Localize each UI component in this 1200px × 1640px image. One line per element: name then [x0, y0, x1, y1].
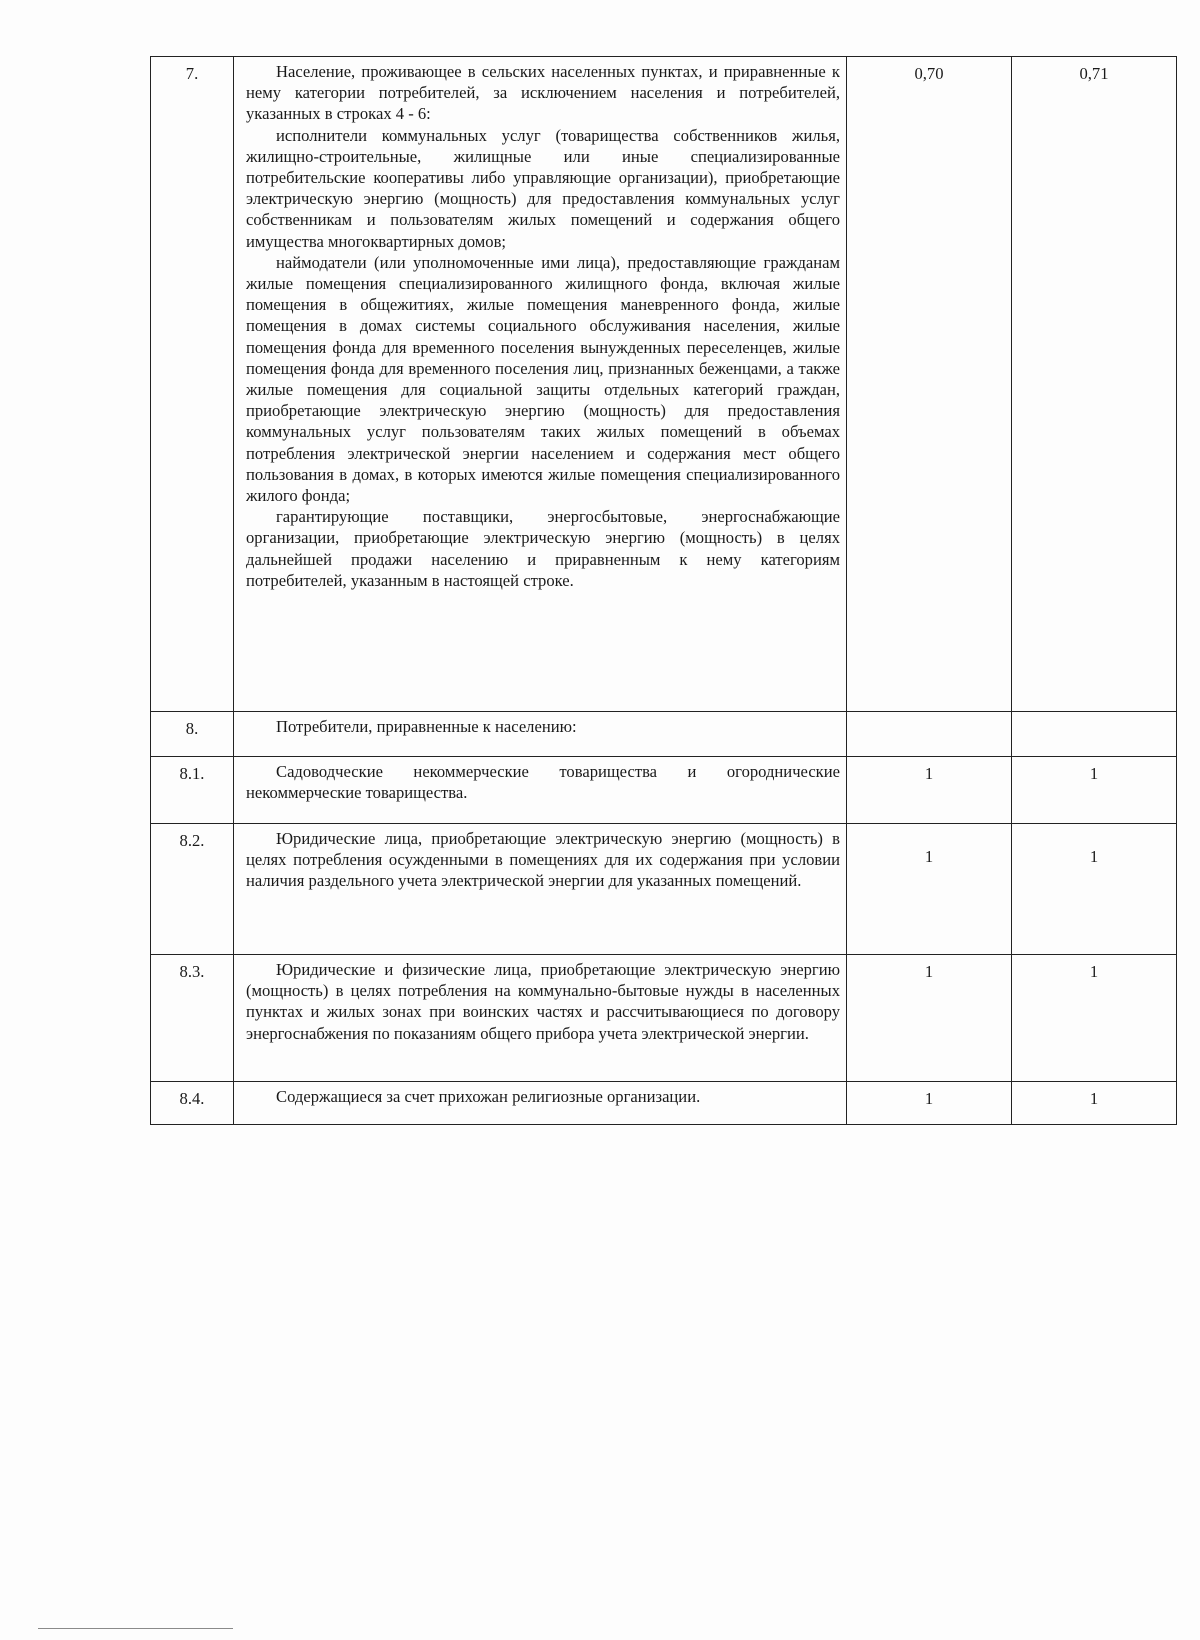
table-row [151, 757, 1177, 824]
row-description [234, 757, 847, 824]
table-row [151, 712, 1177, 757]
coefficient-value-2: 1 [1012, 955, 1177, 1082]
table-row [151, 824, 1177, 955]
coefficient-value-1: 1 [847, 1082, 1012, 1125]
description-paragraph: Содержащиеся за счет прихожан религиозные организации. [276, 1087, 701, 1106]
description-paragraph: Юридические и физические лица, приобретающие электрическую энергию (мощность) в целях потребления на коммунально-бытовые нужды в населенных пунктах и жилых зонах при воинских частях и рассчитывающиеся по договору энергоснабжения по показаниям общего прибора учета электрической энергии. [246, 960, 840, 1043]
row-description [234, 712, 847, 757]
description-paragraph: исполнители коммунальных услуг (товарищества собственников жилья, жилищно-строительные, жилищные или иные специализированные потребительские кооперативы либо управляющие организации), приобретающие электрическую энергию (мощность) для предоставления коммунальных услуг собственникам и пользователям жилых помещений и содержания общего имущества многоквартирных домов; [246, 125, 840, 251]
coefficient-value-1: 1 [847, 955, 1012, 1082]
row-number: 8.3. [151, 955, 234, 1082]
coefficient-value-2 [1012, 712, 1177, 757]
row-number: 8.2. [151, 824, 234, 955]
row-description [234, 955, 847, 1082]
row-number: 8.4. [151, 1082, 234, 1125]
coefficient-value-1: 0,70 [847, 57, 1012, 712]
coefficient-value-1 [847, 712, 1012, 757]
tariff-table [150, 56, 1177, 1125]
row-number: 8.1. [151, 757, 234, 824]
coefficient-value-2: 1 [1012, 1082, 1177, 1125]
table-row [151, 57, 1177, 712]
coefficient-value-2: 1 [1012, 824, 1177, 955]
description-paragraph: Потребители, приравненные к населению: [276, 717, 577, 736]
table-row [151, 955, 1177, 1082]
description-paragraph: наймодатели (или уполномоченные ими лица), предоставляющие гражданам жилые помещения специализированного жилищного фонда, включая жилые помещения в общежитиях, жилые помещения маневренного фонда, жилые помещения в домах системы социального обслуживания населения, жилые помещения фонда для временного поселения вынужденных переселенцев, жилые помещения фонда для временного поселения лиц, признанных беженцами, а также жилые помещения для социальной защиты отдельных категорий граждан, приобретающие электрическую энергию (мощность) для предоставления коммунальных услуг пользователям таких жилых помещений в объемах потребления электрической энергии населением и содержания мест общего пользования в домах, в которых имеются жилые помещения специализированного жилого фонда; [246, 252, 840, 506]
row-description [234, 1082, 847, 1125]
row-number: 8. [151, 712, 234, 757]
coefficient-value-2: 1 [1012, 757, 1177, 824]
row-number: 7. [151, 57, 234, 712]
row-description [234, 57, 847, 712]
coefficient-value-1: 1 [847, 757, 1012, 824]
description-paragraph: гарантирующие поставщики, энергосбытовые, энергоснабжающие организации, приобретающие электрическую энергию (мощность) в целях дальнейшей продажи населению и приравненным к нему категориям потребителей, указанным в настоящей строке. [246, 507, 840, 590]
description-paragraph: Население, проживающее в сельских населенных пунктах, и приравненные к нему категории потребителей, за исключением населения и потребителей, указанных в строках 4 - 6: [246, 62, 840, 124]
description-paragraph: Садоводческие некоммерческие товарищества и огороднические некоммерческие товарищества. [246, 762, 840, 803]
description-paragraph: Юридические лица, приобретающие электрическую энергию (мощность) в целях потребления осужденными в помещениях для их содержания при условии наличия раздельного учета электрической энергии для указанных помещений. [246, 829, 840, 891]
footer-rule [38, 1628, 233, 1629]
coefficient-value-1: 1 [847, 824, 1012, 955]
coefficient-value-2: 0,71 [1012, 57, 1177, 712]
table-row [151, 1082, 1177, 1125]
row-description [234, 824, 847, 955]
